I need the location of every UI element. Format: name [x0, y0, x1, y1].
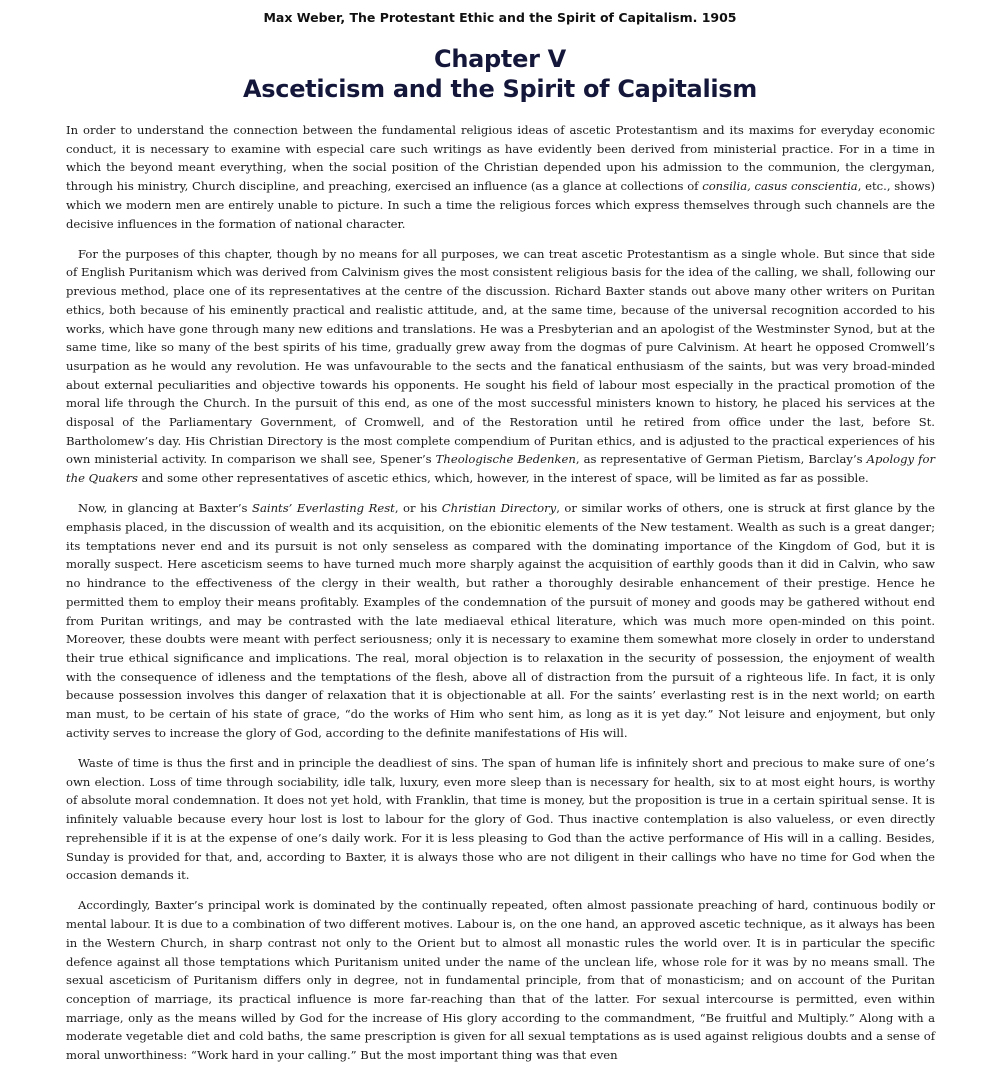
paragraph-3-text-b: , or his: [394, 501, 442, 516]
paragraph-1-text-a: In order to understand the connection between the fundamental religious ideas of ascetic Protestantism and its maxims for everyday economic conduct, it is necessary to examine with especial care such writings as have evidently been derived from ministerial practice. For in a time in which the beyond meant everything, when the social position of the Christian depended upon his admission to the communion, the clergyman, through his ministry, Church discipline, and preaching, exercised an influence (as a glance at collections of: [66, 123, 935, 194]
paragraph-3-text-c: , or similar works of others, one is struck at first glance by the emphasis placed, in the discussion of wealth and its acquisition, on the ebionitic elements of the New testament. Wealth as such is a great danger; its temptations never end and its pursuit is not only senseless as compared with the dominating importance of the Kingdom of God, but it is morally suspect. Here asceticism seems to have turned much more sharply against the acquisition of earthly goods than it did in Calvin, who saw no hindrance to the effectiveness of the clergy in their wealth, but rather a thoroughly desirable enhancement of their prestige. Hence he permitted them to employ their means profitably. Examples of the condemnation of the pursuit of money and goods may be gathered without end from Puritan writings, and may be contrasted with the late mediaeval ethical literature, which was much more open-minded on this point. Moreover, these doubts were meant with perfect seriousness; only it is necessary to examine them somewhat more closely in order to understand their true ethical significance and implications. The real, moral objection is to relaxation in the security of possession, the enjoyment of wealth with the consequence of idleness and the temptations of the flesh, above all of distraction from the pursuit of a righteous life. In fact, it is only because possession involves this danger of relaxation that it is objectionable at all. For the saints’ everlasting rest is in the next world; on earth man must, to be certain of his state of grace, “do the works of Him who sent him, as long as it is yet day.” Not leisure and enjoyment, but only activity serves to increase the glory of God, according to the definite manifestations of His will.: [66, 501, 936, 740]
paragraph-3-italic-2: Christian Directory: [441, 501, 557, 516]
paragraph-2-italic-1: Theologische Bedenken: [435, 452, 576, 467]
paragraph-4: Waste of time is thus the first and in principle the deadliest of sins. The span of human life is infinitely short and precious to make sure of one’s own election. Loss of time through sociability, idle talk, luxury, even more sleep than is necessary for health, six to at most eight hours, is worthy of absolute moral condemnation. It does not yet hold, with Franklin, that time is money, but the proposition is true in a certain spiritual sense. It is infinitely valuable because every hour lost is lost to labour for the glory of God. Thus inactive contemplation is also valueless, or even directly reprehensible if it is at the expense of one’s daily work. For it is less pleasing to God than the active performance of His will in a calling. Besides, Sunday is provided for that, and, according to Baxter, it is always those who are not diligent in their callings who have no time for God when the occasion demands it.: [66, 756, 935, 883]
chapter-heading: Asceticism and the Spirit of Capitalism: [243, 75, 757, 103]
paragraph-3-text-a: Now, in glancing at Baxter’s: [78, 501, 253, 516]
paragraph-3: [66, 499, 935, 742]
paragraph-2: [66, 245, 935, 488]
chapter-body: [66, 121, 935, 1076]
paragraph-1-italic: consilia, casus conscientia: [702, 179, 858, 194]
paragraph-2-text-b: , as representative of German Pietism, Barclay’s: [575, 452, 867, 467]
chapter-title: [0, 44, 1000, 104]
paragraph-2-text-c: and some other representatives of ascetic ethics, which, however, in the interest of space, will be limited as far as possible.: [137, 471, 869, 486]
running-header: Max Weber, The Protestant Ethic and the Spirit of Capitalism. 1905: [263, 10, 737, 25]
paragraph-2-text-a: For the purposes of this chapter, though by no means for all purposes, we can treat ascetic Protestantism as a single whole. But since that side of English Puritanism which was derived from Calvinism gives the most consistent religious basis for the idea of the calling, we shall, following our previous method, place one of its representatives at the centre of the discussion. Richard Baxter stands out above many other writers on Puritan ethics, both because of his eminently practical and realistic attitude, and, at the same time, because of the universal recognition accorded to his works, which have gone through many new editions and translations. He was a Presbyterian and an apologist of the Westminster Synod, but at the same time, like so many of the best spirits of his time, gradually grew away from the dogmas of pure Calvinism. At heart he opposed Cromwell’s usurpation as he would any revolution. He was unfavourable to the sects and the fanatical enthusiasm of the saints, but was very broad-minded about external peculiarities and objective towards his opponents. He sought his field of labour most especially in the practical promotion of the moral life through the Church. In the pursuit of this end, as one of the most successful ministers known to history, he placed his services at the disposal of the Parliamentary Government, of Cromwell, and of the Restoration until he retired from office under the last, before St. Bartholomew’s day. His Christian Directory is the most complete compendium of Puritan ethics, and is adjusted to the practical experiences of his own ministerial activity. In comparison we shall see, Spener’s: [66, 246, 935, 467]
paragraph-3-italic-1: Saints’ Everlasting Rest: [252, 501, 395, 516]
paragraph-2-italic-2: Apology for the Quakers: [66, 452, 935, 486]
paragraph-5: Accordingly, Baxter’s principal work is dominated by the continually repeated, often almost passionate preaching of hard, continuous bodily or mental labour. It is due to a combination of two different motives. Labour is, on the one hand, an approved ascetic technique, as it always has been in the Western Church, in sharp contrast not only to the Orient but to almost all monastic rules the world over. It is in particular the specific defence against all those temptations which Puritanism united under the name of the unclean life, whose role for it was by no means small. The sexual asceticism of Puritanism differs only in degree, not in fundamental principle, from that of monasticism; and on account of the Puritan conception of marriage, its practical influence is more far-reaching than that of the latter. For sexual intercourse is permitted, even within marriage, only as the means willed by God for the increase of His glory according to the commandment, “Be fruitful and Multiply.” Along with a moderate vegetable diet and cold baths, the same prescription is given for all sexual temptations as is used against religious doubts and a sense of moral unworthiness: “Work hard in your calling.” But the most important thing was that even: [66, 898, 935, 1063]
paragraph-1: [66, 121, 935, 233]
paragraph-1-text-b: , etc., shows) which we modern men are entirely unable to picture. In such a time the religious forces which express themselves through such channels are the decisive influences in the formation of national character.: [66, 179, 936, 231]
chapter-number: Chapter V: [434, 45, 566, 73]
